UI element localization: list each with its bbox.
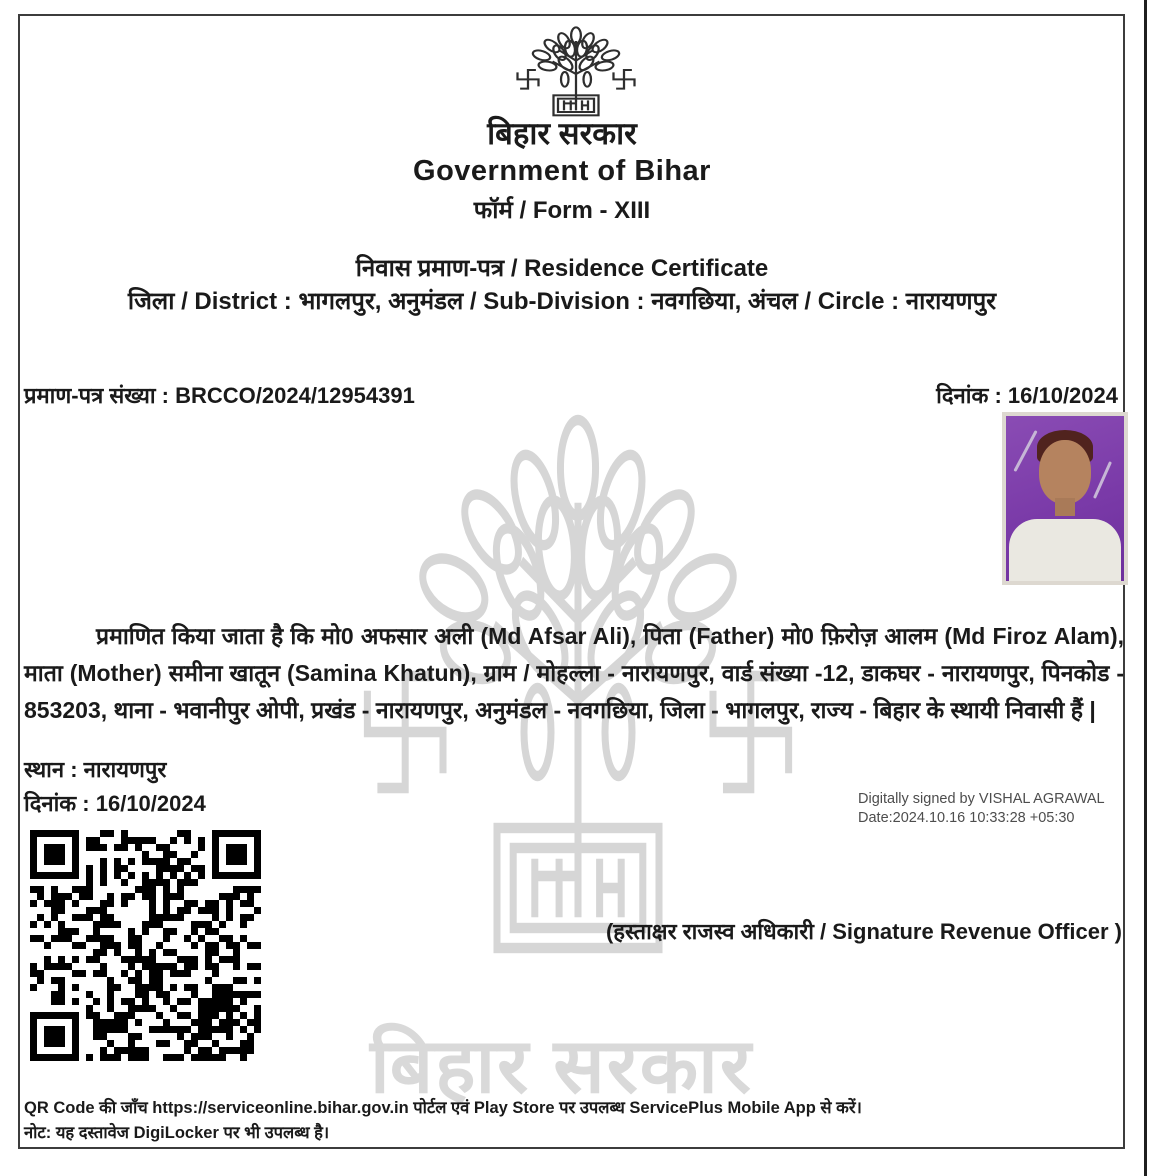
- certificate-number: प्रमाण-पत्र संख्या : BRCCO/2024/12954391: [24, 383, 415, 408]
- footer-qr-verification-note: QR Code की जाँच https://serviceonline.bihar.gov.in पोर्टल एवं Play Store पर उपलब्ध ServicePlus Mobile App से करें।: [24, 1099, 862, 1117]
- district-subdivision-circle-line: जिला / District : भागलपुर, अनुमंडल / Sub-Division : नवगछिया, अंचल / Circle : नारायणपुर: [127, 288, 997, 315]
- issue-place: स्थान : नारायणपुर: [24, 757, 167, 782]
- bihar-government-emblem-icon: [501, 26, 651, 126]
- form-number: फॉर्म / Form - XIII: [473, 197, 651, 224]
- digital-signature-line1: Digitally signed by VISHAL AGRAWAL: [858, 791, 1105, 807]
- org-name-hindi: बिहार सरकार: [487, 116, 637, 151]
- digital-signature-block: [858, 790, 1105, 828]
- certificate-title: निवास प्रमाण-पत्र / Residence Certificate: [355, 255, 769, 282]
- applicant-photo: [1002, 412, 1128, 585]
- certificate-date: दिनांक : 16/10/2024: [936, 383, 1118, 408]
- photo-scratch: [1013, 430, 1037, 472]
- qr-code: [30, 830, 261, 1061]
- footer-digilocker-note: नोट: यह दस्तावेज DigiLocker पर भी उपलब्ध है।: [24, 1124, 330, 1142]
- org-name-english: Government of Bihar: [413, 155, 711, 187]
- certificate-body-paragraph: प्रमाणित किया जाता है कि मो0 अफसार अली (Md Afsar Ali), पिता (Father) मो0 फ़िरोज़ आलम (Md Firoz Alam), माता (Mother) समीना खातून (Samina Khatun), ग्राम / मोहल्ला - नारायणपुर, वार्ड संख्या -12, डाकघर - नारायणपुर, पिनकोड - 853203, थाना - भवानीपुर ओपी, प्रखंड - नारायणपुर, अनुमंडल - नवगछिया, जिला - भागलपुर, राज्य - बिहार के स्थायी निवासी हैं |: [24, 623, 1124, 723]
- digital-signature-line2: Date:2024.10.16 10:33:28 +05:30: [858, 810, 1075, 826]
- revenue-officer-signature-caption: (हस्ताक्षर राजस्व अधिकारी / Signature Revenue Officer ): [605, 919, 1122, 944]
- photo-person-neck: [1055, 498, 1075, 516]
- page-edge-line: [1144, 0, 1147, 1176]
- photo-person-shirt: [1009, 519, 1121, 585]
- issue-date: दिनांक : 16/10/2024: [24, 791, 206, 816]
- footer-notes: [24, 1096, 1104, 1146]
- photo-scratch: [1093, 461, 1112, 499]
- watermark-text: बिहार सरकार: [370, 1024, 753, 1109]
- photo-person-face: [1039, 440, 1091, 504]
